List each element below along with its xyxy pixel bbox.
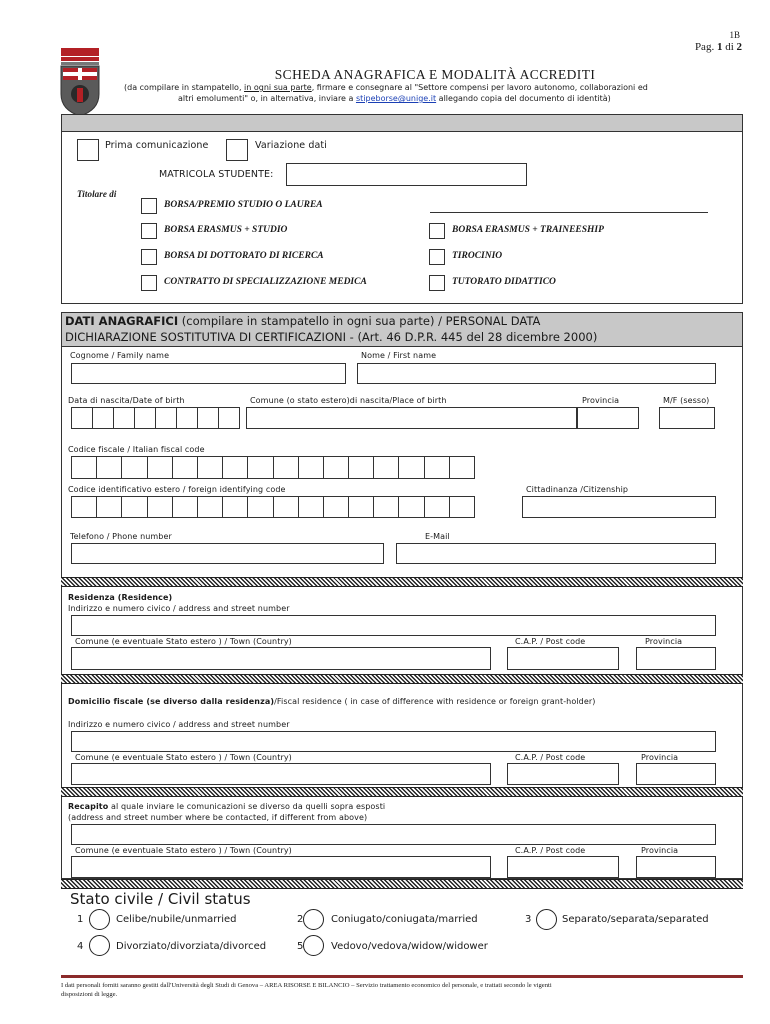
codice-fiscale-label: Codice fiscale / Italian fiscal code — [68, 445, 205, 454]
civil-status-radio-4[interactable] — [89, 935, 110, 956]
residenza-indirizzo-label: Indirizzo e numero civico / address and street number — [68, 604, 290, 613]
prima-comunicazione-label: Prima comunicazione — [105, 140, 209, 151]
residenza-provincia-input[interactable] — [636, 647, 716, 670]
domicilio-title: Domicilio fiscale (se diverso dalla residenza)/Fiscal residence ( in case of difference with residence or foreign grant-holder) — [68, 697, 596, 706]
page-code: 1B — [729, 30, 740, 40]
separator-hatch — [61, 787, 743, 797]
matricola-label: MATRICOLA STUDENTE: — [159, 169, 274, 180]
telefono-input[interactable] — [71, 543, 384, 564]
civil-status-label-5: Vedovo/vedova/widow/widower — [331, 941, 488, 952]
form-subtitle-line-2: altri emolumenti" o, in alternativa, inviare a stipeborse@unige.it allegando copia del documento di identità) — [178, 94, 611, 103]
domicilio-indirizzo-input[interactable] — [71, 731, 716, 752]
domicilio-provincia-input[interactable] — [636, 763, 716, 785]
civil-status-radio-3[interactable] — [536, 909, 557, 930]
civil-status-number-4: 4 — [77, 941, 84, 952]
civil-status-radio-5[interactable] — [303, 935, 324, 956]
erasmus-studio-label: BORSA ERASMUS + STUDIO — [164, 225, 288, 235]
tirocinio-checkbox[interactable] — [429, 249, 445, 265]
cognome-input[interactable] — [71, 363, 346, 384]
codice-estero-cells[interactable] — [71, 496, 475, 518]
email-link[interactable]: stipeborse@unige.it — [355, 94, 437, 103]
codice-estero-label: Codice identificativo estero / foreign identifying code — [68, 485, 286, 494]
personal-data-header: DATI ANAGRAFICI (compilare in stampatello in ogni sua parte) / PERSONAL DATA DICHIARAZIONE SOSTITUTIVA DI CERTIFICAZIONI - (Art. 46 D.P.R. 445 del 28 dicembre 2000) — [61, 312, 743, 347]
civil-status-number-3: 3 — [525, 914, 532, 925]
domicilio-cap-input[interactable] — [507, 763, 619, 785]
recapito-provincia-label: Provincia — [641, 846, 679, 855]
cognome-label: Cognome / Family name — [70, 351, 170, 360]
residenza-comune-label: Comune (e eventuale Stato estero ) / Town (Country) — [75, 637, 292, 646]
cittadinanza-label: Cittadinanza /Citizenship — [526, 485, 629, 494]
erasmus-traineeship-label: BORSA ERASMUS + TRAINEESHIP — [452, 225, 604, 235]
recapito-comune-input[interactable] — [71, 856, 491, 878]
civil-status-label-3: Separato/separata/separated — [562, 914, 709, 925]
civil-status-label-4: Divorziato/divorziata/divorced — [116, 941, 267, 952]
email-label: E-Mail — [425, 532, 450, 541]
provincia-nascita-input[interactable] — [577, 407, 639, 429]
civil-status-number-5: 5 — [297, 941, 304, 952]
tutorato-label: TUTORATO DIDATTICO — [452, 277, 556, 287]
sesso-input[interactable] — [659, 407, 715, 429]
codice-fiscale-cells[interactable] — [71, 456, 475, 479]
prima-comunicazione-checkbox[interactable] — [77, 139, 99, 161]
email-input[interactable] — [396, 543, 716, 564]
domicilio-cap-label: C.A.P. / Post code — [515, 753, 586, 762]
borsa-studio-label: BORSA/PREMIO STUDIO O LAUREA — [164, 200, 323, 210]
titolare-label: Titolare di — [77, 189, 117, 199]
domicilio-comune-label: Comune (e eventuale Stato estero ) / Town (Country) — [75, 753, 292, 762]
variazione-dati-label: Variazione dati — [255, 140, 327, 151]
residenza-indirizzo-input[interactable] — [71, 615, 716, 636]
contratto-label: CONTRATTO DI SPECIALIZZAZIONE MEDICA — [164, 277, 367, 287]
provincia-nascita-label: Provincia — [582, 396, 620, 405]
erasmus-studio-checkbox[interactable] — [141, 223, 157, 239]
erasmus-traineeship-checkbox[interactable] — [429, 223, 445, 239]
nome-label: Nome / First name — [361, 351, 437, 360]
page-number: Pag. 1 di 2 — [694, 41, 742, 53]
residenza-provincia-label: Provincia — [645, 637, 683, 646]
recapito-indirizzo-input[interactable] — [71, 824, 716, 845]
domicilio-provincia-label: Provincia — [641, 753, 679, 762]
civil-status-label-1: Celibe/nubile/unmarried — [116, 914, 237, 925]
domicilio-indirizzo-label: Indirizzo e numero civico / address and street number — [68, 720, 290, 729]
comune-nascita-label: Comune (o stato estero)di nascita/Place of birth — [250, 396, 447, 405]
sesso-label: M/F (sesso) — [663, 396, 710, 405]
cittadinanza-input[interactable] — [522, 496, 716, 518]
residenza-cap-label: C.A.P. / Post code — [515, 637, 586, 646]
tirocinio-label: TIROCINIO — [452, 251, 503, 261]
recapito-title-2: (address and street number where be contacted, if different from above) — [68, 813, 368, 822]
data-nascita-label: Data di nascita/Date of birth — [68, 396, 185, 405]
recapito-cap-label: C.A.P. / Post code — [515, 846, 586, 855]
dottorato-checkbox[interactable] — [141, 249, 157, 265]
recapito-title: Recapito al quale inviare le comunicazioni se diverso da quelli sopra esposti — [68, 802, 386, 811]
civil-status-label-2: Coniugato/coniugata/married — [331, 914, 478, 925]
borsa-studio-checkbox[interactable] — [141, 198, 157, 214]
recapito-provincia-input[interactable] — [636, 856, 716, 878]
civil-status-radio-1[interactable] — [89, 909, 110, 930]
footer-note: I dati personali forniti saranno gestiti dall'Università degli Studi di Genova – AREA RISORSE E BILANCIO – Servizio trattamento economico del personale, e trattati secondo le vigenti disposizioni di legge. — [61, 982, 552, 998]
separator-hatch — [61, 879, 743, 889]
civil-status-radio-2[interactable] — [303, 909, 324, 930]
nome-input[interactable] — [357, 363, 716, 384]
separator-hatch — [61, 577, 743, 587]
separator-hatch — [61, 674, 743, 684]
variazione-dati-checkbox[interactable] — [226, 139, 248, 161]
data-nascita-cells[interactable] — [71, 407, 240, 429]
comune-nascita-input[interactable] — [246, 407, 577, 429]
civil-status-number-1: 1 — [77, 914, 84, 925]
form-title: SCHEDA ANAGRAFICA E MODALITÀ ACCREDITI — [274, 67, 596, 82]
residenza-comune-input[interactable] — [71, 647, 491, 670]
tutorato-checkbox[interactable] — [429, 275, 445, 291]
matricola-input[interactable] — [286, 163, 527, 186]
civil-status-number-2: 2 — [297, 914, 304, 925]
footer-rule — [61, 975, 743, 978]
form-subtitle-line-1: (da compilare in stampatello, in ogni sua parte, firmare e consegnare al "Settore compensi per lavoro autonomo, collaborazioni ed — [124, 83, 648, 92]
dottorato-label: BORSA DI DOTTORATO DI RICERCA — [164, 251, 324, 261]
recapito-cap-input[interactable] — [507, 856, 619, 878]
contratto-checkbox[interactable] — [141, 275, 157, 291]
borsa-studio-line — [430, 212, 708, 213]
residenza-cap-input[interactable] — [507, 647, 619, 670]
residenza-title: Residenza (Residence) — [68, 593, 173, 602]
section-band — [62, 115, 742, 132]
telefono-label: Telefono / Phone number — [70, 532, 172, 541]
recapito-comune-label: Comune (e eventuale Stato estero ) / Town (Country) — [75, 846, 292, 855]
stato-civile-title: Stato civile / Civil status — [70, 890, 251, 908]
domicilio-comune-input[interactable] — [71, 763, 491, 785]
